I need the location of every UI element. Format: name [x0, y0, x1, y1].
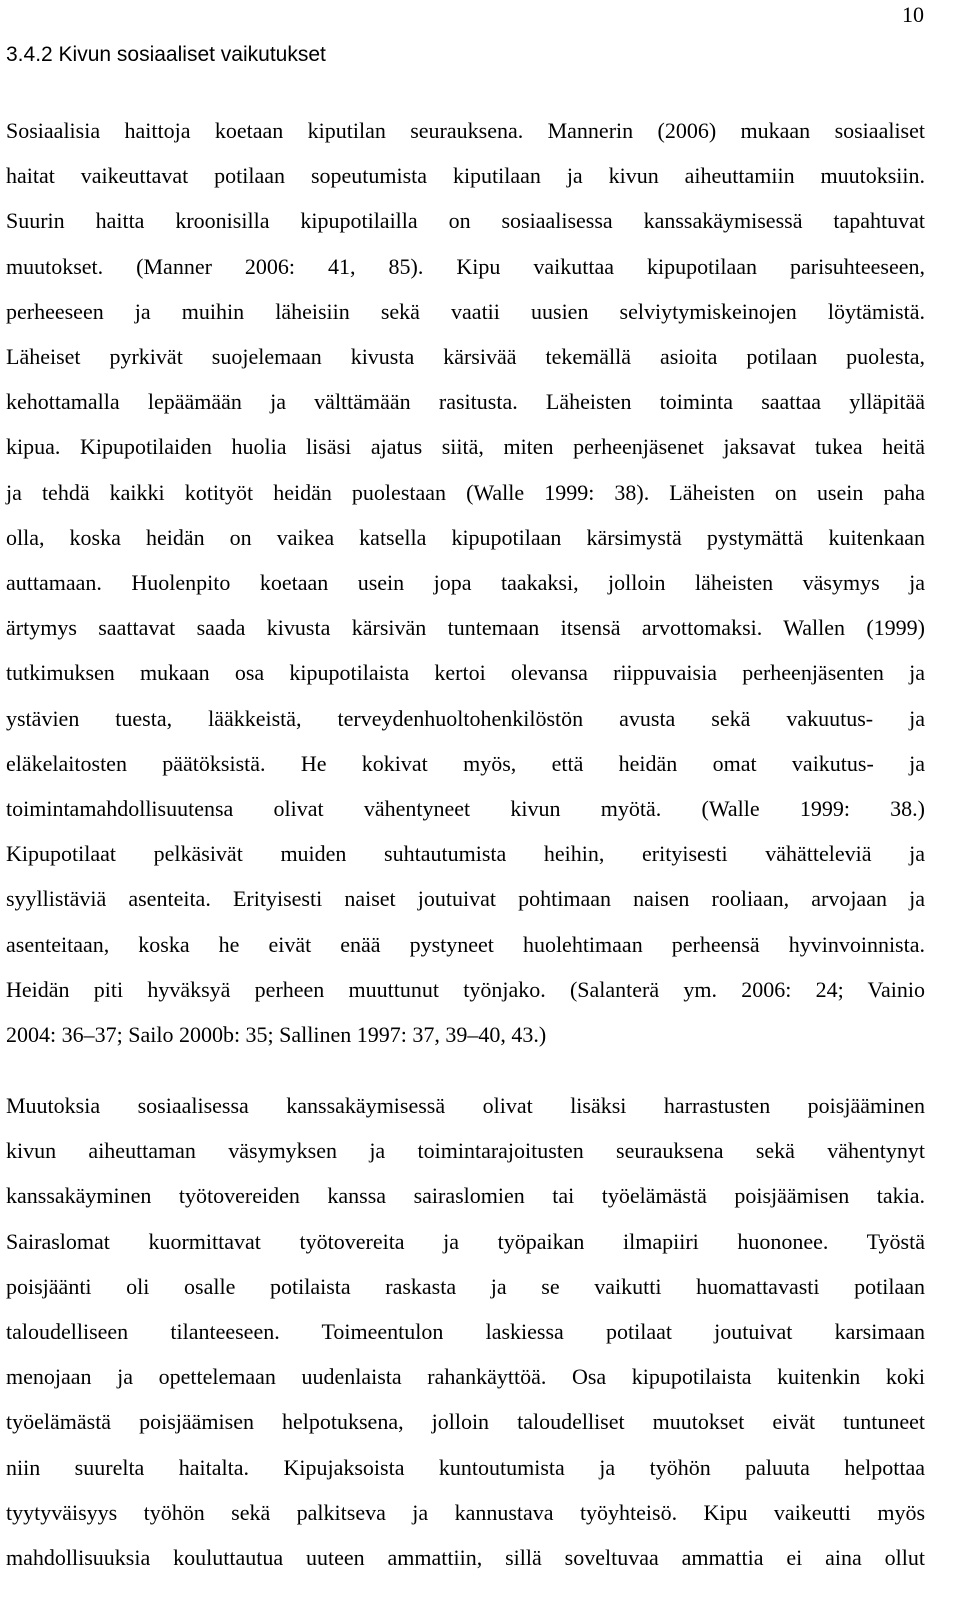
body-paragraph-1: [6, 108, 925, 1057]
page-number: 10: [902, 2, 924, 27]
text-line: perheeseen ja muihin läheisiin sekä vaatii uusien selviytymiskeinojen löytämistä.: [6, 298, 925, 324]
body-paragraph-2: [6, 1083, 925, 1580]
text-line: kipua. Kipupotilaiden huolia lisäsi ajatus siitä, miten perheenjäsenet jaksavat tukea heitä: [6, 434, 925, 460]
text-line: ystävien tuesta, lääkkeistä, terveydenhuoltohenkilöstön avusta sekä vakuutus- ja: [6, 705, 925, 731]
text-line: Sairaslomat kuormittavat työtovereita ja työpaikan ilmapiiri huononee. Työstä: [6, 1228, 925, 1254]
text-line: taloudelliseen tilanteeseen. Toimeentulon laskiessa potilaat joutuivat karsimaan: [6, 1319, 925, 1345]
text-line: poisjäänti oli osalle potilaista raskasta ja se vaikutti huomattavasti potilaan: [6, 1273, 925, 1299]
text-line: haitat vaikeuttavat potilaan sopeutumista kiputilaan ja kivun aiheuttamiin muutoksiin.: [6, 163, 925, 189]
text-line: syyllistäviä asenteita. Erityisesti naiset joutuivat pohtimaan naisen rooliaan, arvojaan ja: [6, 886, 925, 912]
text-line: tutkimuksen mukaan osa kipupotilaista kertoi olevansa riippuvaisia perheenjäsenten ja: [6, 660, 925, 686]
text-line: olla, koska heidän on vaikea katsella kipupotilaan kärsimystä pystymättä kuitenkaan: [6, 524, 925, 550]
text-line: Kipupotilaat pelkäsivät muiden suhtautumista heihin, erityisesti vähätteleviä ja: [6, 841, 925, 867]
text-line: työelämästä poisjäämisen helpotuksena, jolloin taloudelliset muutokset eivät tuntuneet: [6, 1409, 925, 1435]
text-line: toimintamahdollisuutensa olivat vähentyneet kivun myötä. (Walle 1999: 38.): [6, 796, 925, 822]
text-line: Muutoksia sosiaalisessa kanssakäymisessä olivat lisäksi harrastusten poisjääminen: [6, 1093, 925, 1118]
text-line: Suurin haitta kroonisilla kipupotilailla on sosiaalisessa kanssakäymisessä tapahtuvat: [6, 208, 925, 234]
text-line: Sosiaalisia haittoja koetaan kiputilan seurauksena. Mannerin (2006) mukaan sosiaaliset: [6, 118, 925, 143]
text-line: tyytyväisyys työhön sekä palkitseva ja kannustava työyhteisö. Kipu vaikeutti myös: [6, 1499, 925, 1525]
text-line: ärtymys saattavat saada kivusta kärsivän tuntemaan itsensä arvottomaksi. Wallen (1999): [6, 615, 925, 641]
text-line: Läheiset pyrkivät suojelemaan kivusta kärsivää tekemällä asioita potilaan puolesta,: [6, 344, 925, 370]
text-line: muutokset. (Manner 2006: 41, 85). Kipu vaikuttaa kipupotilaan parisuhteeseen,: [6, 253, 925, 279]
text-line: kanssakäyminen työtovereiden kanssa sairaslomien tai työelämästä poisjäämisen takia.: [6, 1183, 925, 1209]
text-line: kehottamalla lepäämään ja välttämään rasitusta. Läheisten toiminta saattaa ylläpitää: [6, 389, 925, 415]
text-line: niin suurelta haitalta. Kipujaksoista kuntoutumista ja työhön paluuta helpottaa: [6, 1454, 925, 1480]
text-line: asenteitaan, koska he eivät enää pystyneet huolehtimaan perheensä hyvinvoinnista.: [6, 931, 925, 957]
text-line: eläkelaitosten päätöksistä. He kokivat myös, että heidän omat vaikutus- ja: [6, 750, 925, 776]
text-line: Heidän piti hyväksyä perheen muuttunut työnjako. (Salanterä ym. 2006: 24; Vainio: [6, 976, 925, 1002]
text-line: mahdollisuuksia kouluttautua uuteen ammattiin, sillä soveltuvaa ammattia ei aina ollut: [6, 1545, 925, 1571]
text-line: auttamaan. Huolenpito koetaan usein jopa taakaksi, jolloin läheisten väsymys ja: [6, 570, 925, 596]
text-line: 2004: 36–37; Sailo 2000b: 35; Sallinen 1997: 37, 39–40, 43.): [6, 1022, 547, 1048]
text-line: kivun aiheuttaman väsymyksen ja toimintarajoitusten seurauksena sekä vähentynyt: [6, 1138, 925, 1164]
text-line: menojaan ja opettelemaan uudenlaista rahankäyttöä. Osa kipupotilaista kuitenkin koki: [6, 1364, 925, 1390]
text-line: ja tehdä kaikki kotityöt heidän puolestaan (Walle 1999: 38). Läheisten on usein paha: [6, 479, 925, 505]
section-heading: 3.4.2 Kivun sosiaaliset vaikutukset: [6, 43, 326, 66]
